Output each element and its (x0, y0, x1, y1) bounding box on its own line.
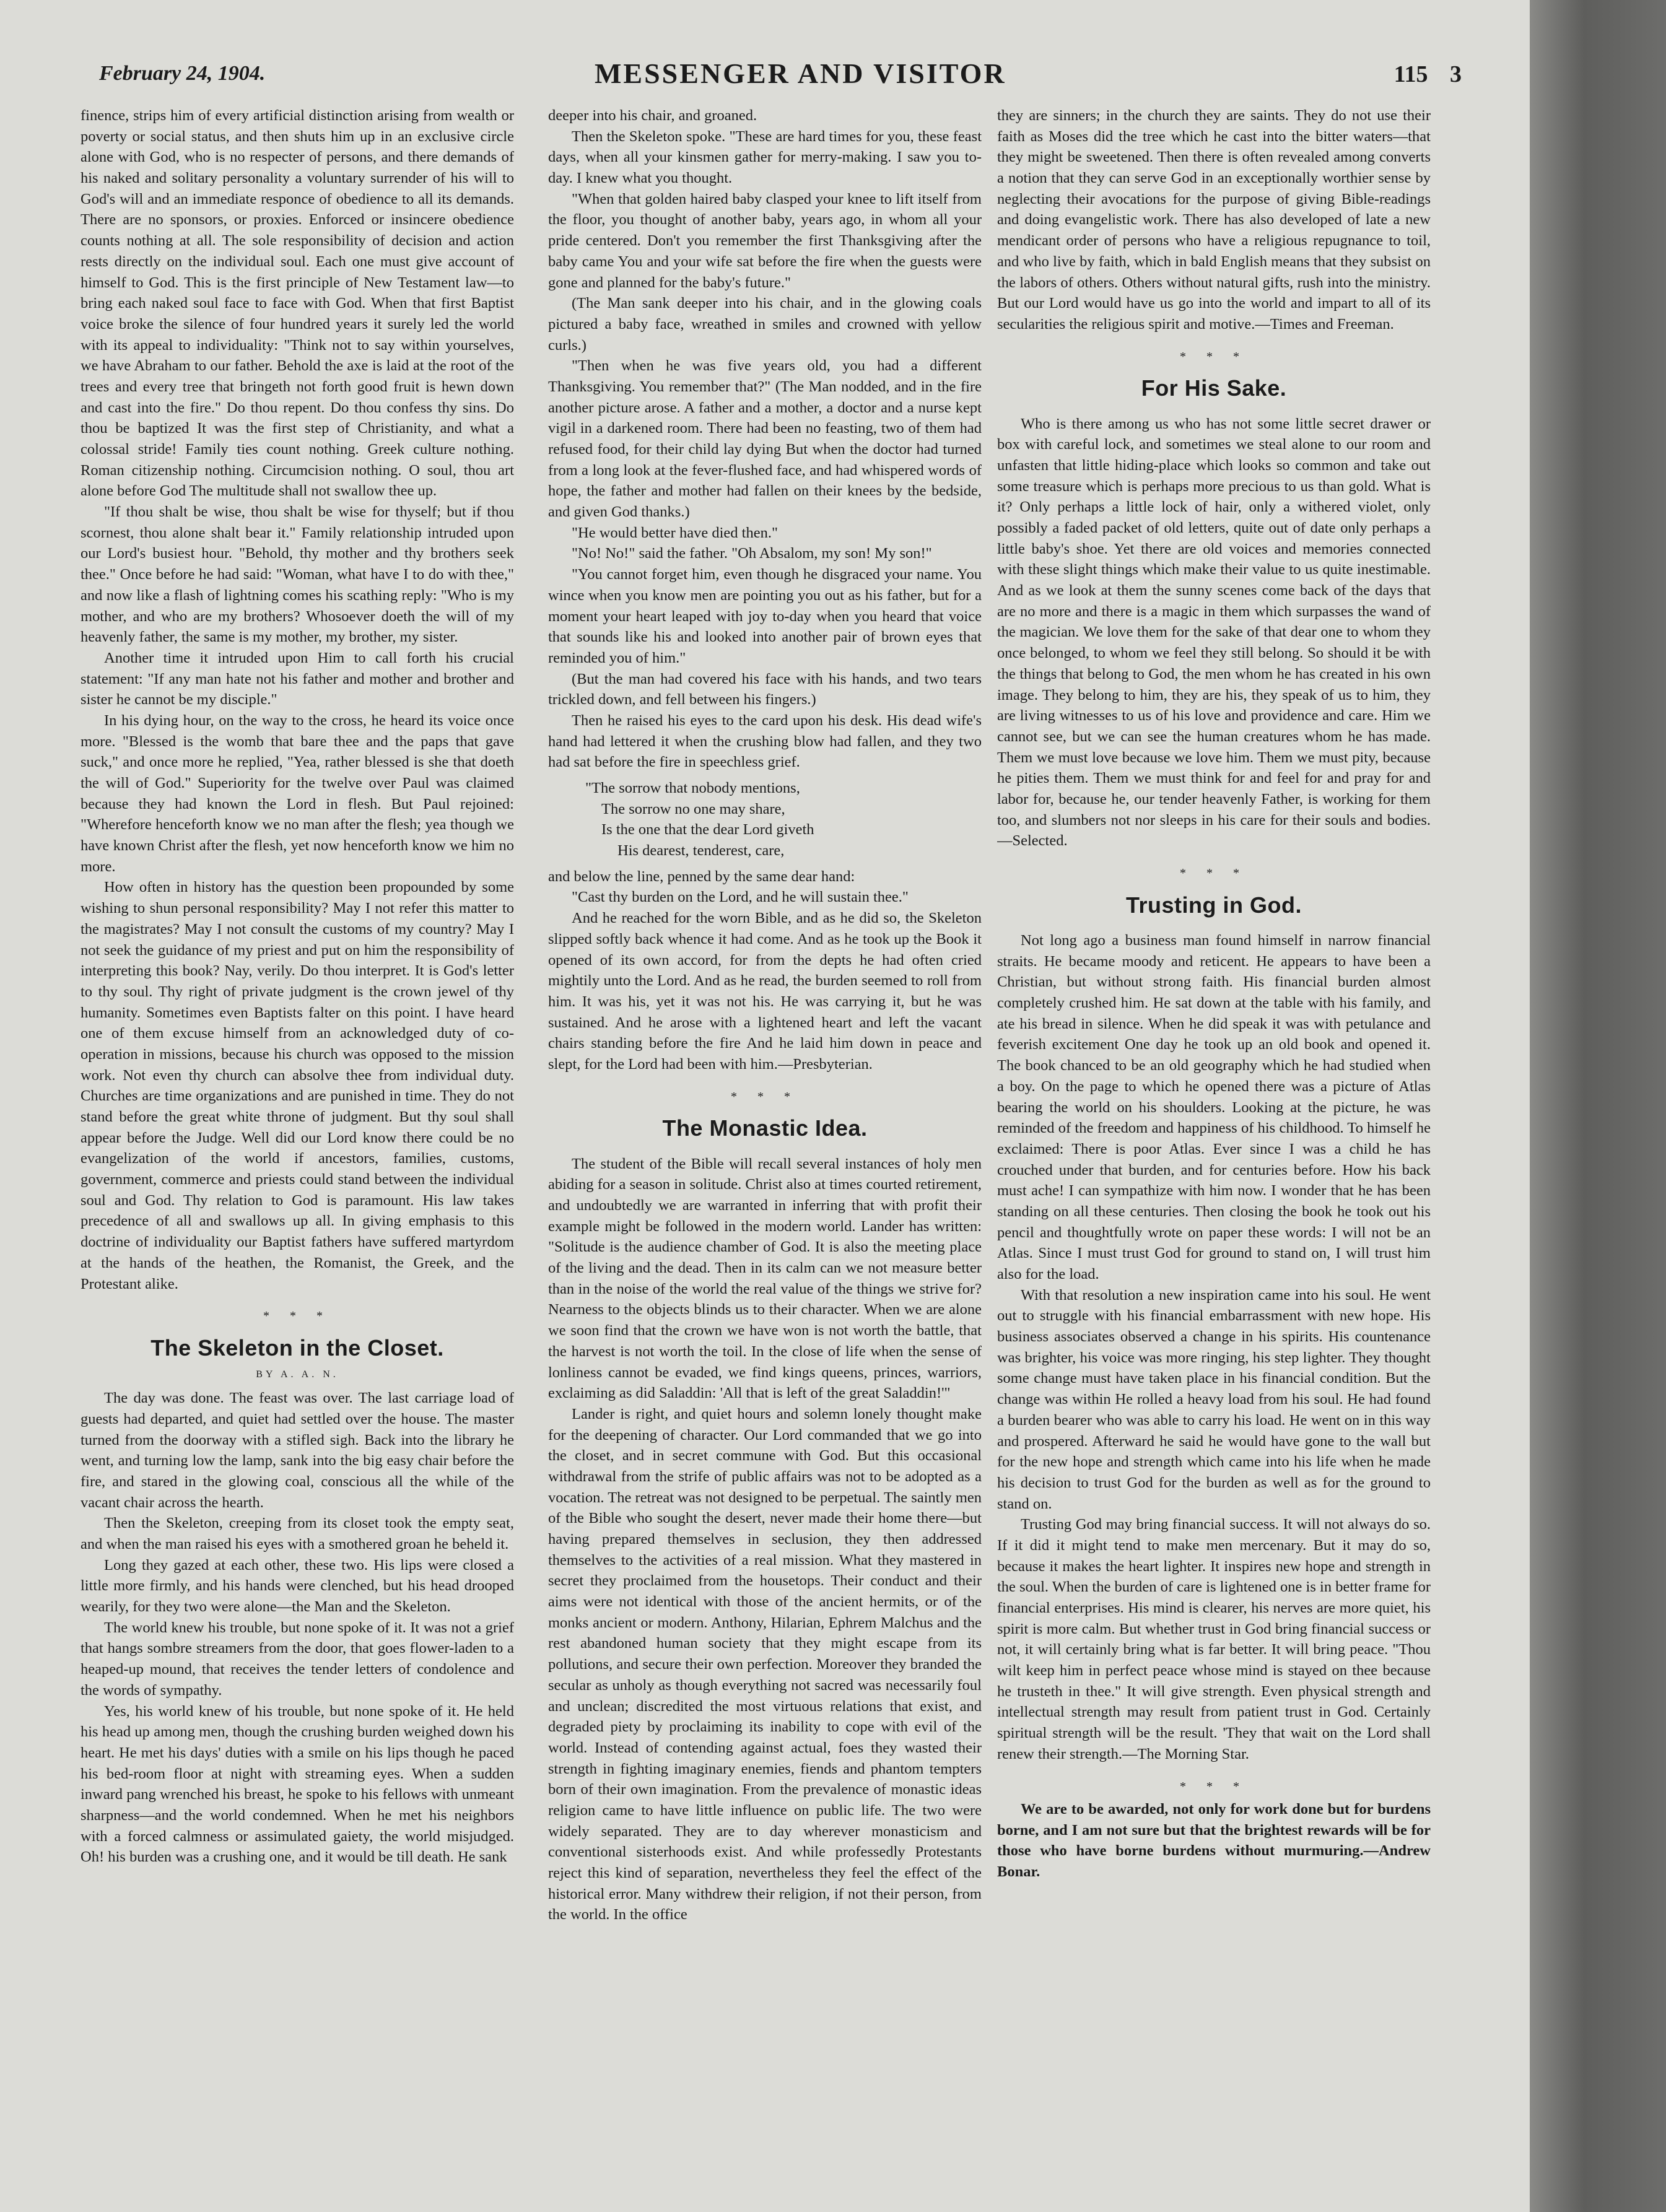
paragraph: Then the Skeleton spoke. "These are hard times for you, these feast days, when all your kinsmen gather for merry-making. I saw you to-day. I knew what you thought. (548, 128, 982, 187)
section-separator: * * * (1180, 349, 1248, 364)
paragraph: and below the line, penned by the same dear hand: (548, 868, 855, 885)
paragraph: Who is there among us who has not some little secret drawer or box with careful lock, and sometimes we steal alone to our room and unfasten that little hiding-place which looks so common and take out some treasure which is perhaps more precious to us than gold. What is it? Only perhaps a little lock of hair, only a withered violet, only possibly a faded packet of old letters, quite out of date only perhaps a little baby's shoe. Yet there are old voices and memories connected with these slight things which make their value to us quite inestimable. And as we look at them the sunny scenes come back of the days that are no more and there is a magic in them which surpasses the wand of the magician. We love them for the sake of that dear one to whom they once belonged, to whom we feel they still belong. So should it be with the things that belong to God, the men whom he has created in his own image. They belong to him, they are his, they speak of us to him, they are living witnesses to us of his love and providence and care. Him we cannot see, but we can see the human creatures whom he has made. Them we must love because we love him. Them we must pity, because he pities them. Them we must think for and feel for and pray for and labor for, because he, our tender heavenly Father, is working for them too, and slumbers not nor sleeps in his care for their souls and bodies.—Selected. (997, 415, 1431, 850)
article-title-trusting: Trusting in God. (1126, 892, 1302, 918)
poem-line: Is the one that the dear Lord giveth (601, 821, 814, 838)
poem-line: The sorrow no one may share, (601, 800, 785, 817)
paragraph: "Then when he was five years old, you had a different Thanksgiving. You remember that?" (The Man nodded, and in the fire another picture arose. A father and a mother, a doctor and a nurse kept vigil in a darkened room. There had been no feasting, two of them had refused food, for their child lay dying But when the doctor had turned from a long look at the fever-flushed face, and had whispered words of hope, the father and mother had fallen on their knees by the bedside, and given God thanks.) (548, 357, 982, 521)
paragraph: "If thou shalt be wise, thou shalt be wise for thyself; but if thou scornest, thou alone shalt bear it." Family relationship intruded upon our Lord's busiest hour. "Behold, thy mother and thy brothers seek thee." Once before he had said: "Woman, what have I to do with thee," and now like a flash of lightning comes his scathing reply: "Who is my mother, and who are my brothers? Whosoever doeth the will of my heavenly father, the same is my mother, my brother, my sister. (81, 503, 514, 646)
section-separator: * * * (731, 1089, 799, 1104)
paragraph: Long they gazed at each other, these two. His lips were closed a little more firmly, and his hands were clenched, but his head drooped wearily, for they two were alone—the Man and the Skeleton. (81, 1556, 514, 1616)
paragraph: (But the man had covered his face with his hands, and two tears trickled down, and fell between his fingers.) (548, 670, 982, 708)
paragraph: Then the Skeleton, creeping from its closet took the empty seat, and when the man raised his eyes with a smothered groan he beheld it. (81, 1515, 514, 1552)
page-edge-shadow (1530, 0, 1666, 2212)
section-separator: * * * (1180, 1779, 1248, 1793)
section-separator: * * * (1180, 866, 1248, 880)
article-title-monastic: The Monastic Idea. (662, 1115, 868, 1141)
paragraph: Trusting God may bring financial success. It will not always do so. If it did it might tend to make men mercenary. But it may do so, because it makes the heart lighter. It inspires new hope and strength in the soul. When the burden of care is lightened one is in better frame for financial enterprises. His mind is clearer, his nerves are more quiet, his spirit is more calm. But whether trust in God bring financial success or not, it will certainly bring what is far better. It will bring peace. "Thou wilt keep him in perfect peace whose mind is stayed on thee because he trusteth in thee." It will give strength. Even physical strength and intellectual strength may result from patient trust in God. Certainly spiritual strength will be the result. 'They that wait on the Lord shall renew their strength.—The Morning Star. (997, 1516, 1431, 1762)
paragraph: "No! No!" said the father. "Oh Absalom, my son! My son!" (572, 545, 932, 562)
masthead-title: MESSENGER AND VISITOR (595, 58, 1006, 89)
paragraph: "When that golden haired baby clasped your knee to lift itself from the floor, you thought of another baby, years ago, in whom all your pride centered. Don't you remember the first Thanksgiving after the baby came You and your wife sat before the fire when the guests were gone and planned for the baby's future." (548, 190, 982, 291)
paragraph: they are sinners; in the church they are saints. They do not use their faith as Moses did the tree which he cast into the bitter waters—that they might be sweetened. Then there is often revealed among converts a notion that they can serve God in an exceptionally worthier sense by neglecting their avocations for the purpose of giving Bible-readings and doing evangelistic work. There has also developed of late a new mendicant order of persons who have a religious repugnance to toil, and who live by faith, which in bald English means that they subsist on the labors of others. Others without natural gifts, rush into the ministry. But our Lord would have us go into the world and impart to all of its secularities the religious spirit and motive.—Times and Freeman. (997, 107, 1431, 333)
section-separator: * * * (263, 1309, 331, 1323)
article-title-skeleton: The Skeleton in the Closet. (150, 1335, 444, 1361)
paragraph: In his dying hour, on the way to the cross, he heard its voice once more. "Blessed is the womb that bare thee and the paps that gave suck," and once more he replied, "Yea, rather blessed is she that doeth the will of God." Superiority for the twelve over Paul was claimed because they had known the Lord in flesh. But Paul rejoined: "Wherefore henceforth know we no man after the flesh; yea though we have known Christ after the flesh, yet now henceforth know we him no more. (81, 712, 514, 875)
paragraph: Yes, his world knew of his trouble, but none spoke of it. He held his head up among men, though the crushing burden weighed down his heart. He met his days' duties with a smile on his lips though he paced his bed-room floor at night with streaming eyes. When a sudden inward pang wrenched his breast, he spoke to his fellows with unmeant sharpness—and the world condemned. When he met his neighbors with a forced calmness or assimulated gaiety, the world misjudged. Oh! his burden was a crushing one, and it would be till death. He sank (81, 1702, 514, 1866)
paragraph: Not long ago a business man found himself in narrow financial straits. He became moody and reticent. He appears to have been a Christian, but without strong faith. His financial burden almost completely crushed him. He sat down at the table with his family, and ate his bread in silence. When he did speak it was with petulance and feverish excitement One day he took up an old book and opened it. The book chanced to be an old geography which he had studied when a boy. On the page to which he opened there was a picture of Atlas bearing the world on his shoulders. Looking at the picture, he was reminded of the freedom and happiness of his childhood. To himself he exclaimed: There is poor Atlas. Ever since I was a child he has crouched under that burden, and for centuries before. How his back must ache! I can sympathize with him now. I wonder that he has been standing on all these centuries. Then closing the book he took out his pencil and thoughtfully wrote on paper these words: I will not be an Atlas. Since I must trust God for ground to stand on, I will trust him also for the load. (997, 932, 1431, 1282)
paragraph: Lander is right, and quiet hours and solemn lonely thought make for the deepening of character. Our Lord commanded that we go into the closet, and in secret commune with God. But this occasional withdrawal from the strife of public affairs was not to be adopted as a vocation. The retreat was not designed to be perpetual. The saintly men of the Bible who sought the desert, never made their home there—but having prepared themselves in seclusion, they then addressed themselves to the activities of a real mission. What they mastered in secret they proclaimed from the housetops. Their conduct and their aims were not identical with those of the ancient hermits, or of the monks ancient or modern. Anthony, Hilarian, Ephrem Malchus and the rest abandoned human society that they might escape from its pollutions, and secure their own perfection. Moreover they branded the secular as unholy as though everything not sacred was necessarily foul and unclean; discredited the most virtuous relations that exist, and degraded piety by proclaiming its inability to cope with evil of the world. Instead of contending against actual, foes they wasted their strength in fighting imaginary enemies, fiends and phantom tempters born of their own imagination. From the prevalence of monastic ideas religion came to have little influence on public life. The two were widely separated. They are to day wherever monasticism and conventional sisterhoods exist. And while professedly Protestants reject this kind of separation, nevertheless they feel the effect of the historical error. Many withdrew their religion, if not their person, from the world. In the office (548, 1405, 982, 1923)
column-1 (81, 105, 514, 2180)
article-title-for-his-sake: For His Sake. (1141, 375, 1287, 401)
paragraph: deeper into his chair, and groaned. (548, 107, 757, 124)
paragraph: "Cast thy burden on the Lord, and he will sustain thee." (572, 889, 909, 906)
paragraph: And he reached for the worn Bible, and as he did so, the Skeleton slipped softly back whence it had come. And as he took up the Book it opened of its own accord, for from the depts he had often cried mightily unto the Lord. And as he read, the burden seemed to roll from him. It was his, yet it was not his. He was carrying it, but he was sustained. And he arose with a lightened heart and left the vacant chairs standing before the fire And he laid him down in peace and slept, for the Lord had been with him.—Presbyterian. (548, 910, 982, 1073)
column-2 (548, 105, 982, 2180)
article-byline: BY A. A. N. (256, 1369, 339, 1380)
page-header (87, 52, 1462, 95)
paragraph: How often in history has the question been propounded by some wishing to shun personal responsibility? May I not refer this matter to the magistrates? May I not consult the customs of my country? May I not seek the guidance of my priest and put on him the responsibility of interpreting this book? Nay, verily. Do thou interpret. It is God's letter to thy soul. Thy right of private judgment is the crown jewel of thy humanity. Sometimes even Baptists falter on this point. I have heard one of them excuse himself from an acknowledged duty of co-operation in missions, because his church was opposed to the mission work. Not even thy church can absolve thee from individual duty. Churches are time organizations and are punished in time. They do not stand before the great white throne of judgment. But thy soul shall appear before the Judge. Well did our Lord know there could be no evangelization of the world if ancestors, families, customs, government, commerce and priests could stand between the individual soul and God. Thy relation to God is paramount. His law takes precedence of all and swallows up all. In giving emphasis to this doctrine of individuality our Baptist fathers have suffered martyrdom at the hands of the heathen, the Romanist, the Greek, and the Protestant alike. (81, 879, 514, 1292)
paragraph: "You cannot forget him, even though he disgraced your name. You wince when you know men are pointing you out as his father, but for a moment your heart leaped with joy to-day when you heard that voice that sounds like his and looked into another pair of brown eyes that reminded you of him." (548, 566, 982, 666)
poem-line: "The sorrow that nobody mentions, (585, 780, 800, 796)
paragraph: Then he raised his eyes to the card upon his desk. His dead wife's hand had lettered it when the crushing blow had fallen, and they two had sat before the fire in speechless grief. (548, 712, 982, 771)
issue-date: February 24, 1904. (99, 62, 266, 85)
paragraph: With that resolution a new inspiration came into his soul. He went out to struggle with his financial embarrassment with new hope. His business associates observed a change in his spirits. His countenance was brighter, his voice was more ringing, his step lighter. They thought some change must have taken place in his financial condition. But the change was within He rolled a heavy load from his soul. He had found a burden bearer who was able to carry his load. He went on in this way and prospered. Afterward he said he would have gone to the wall but for the new hope and strength which came into his life when he made his decision to trust God for the burden as well as for the ground to stand on. (997, 1286, 1431, 1512)
page-number: 115 3 (1393, 61, 1462, 87)
closing-quote: We are to be awarded, not only for work done but for burdens borne, and I am not sure but that the brightest rewards will be for those who have borne burdens without murmuring.—Andrew Bonar. (997, 1801, 1431, 1881)
paragraph: "He would better have died then." (572, 524, 778, 541)
paragraph: Another time it intruded upon Him to call forth his crucial statement: "If any man hate not his father and mother and brother and sister he cannot be my disciple." (81, 649, 514, 708)
paragraph: (The Man sank deeper into his chair, and in the glowing coals pictured a baby face, wreathed in smiles and crowned with yellow curls.) (548, 295, 982, 354)
paragraph: finence, strips him of every artificial distinction arising from wealth or poverty or social status, and then shuts him up in an exclusive circle alone with God, who is no respecter of persons, and there demands of his naked and solitary personality a voluntary surrender of his will to God's will and an immediate responce of obedience to all its demands. There are no sponsors, or proxies. Enforced or insincere obedience counts nothing at all. The sole responsibility of decision and action rests directly on the individual soul. Each one must give account of himself to God. This is the first principle of New Testament law—to bring each naked soul face to face with God. When that first Baptist voice broke the silence of four hundred years it surely led the world with its appeal to individuality: "Think not to say within yourselves, we have Abraham to our father. Behold the axe is laid at the root of the trees and every tree that bringeth not forth good fruit is hewn down and cast into the fire." Do thou repent. Do thou confess thy sins. Do thou be baptized It was the first step of Christianity, and what a colossal stride! Family ties count nothing. Greek culture nothing. Roman citizenship nothing. Circumcision nothing. O soul, thou art alone before God The multitude shall not swallow thee up. (81, 107, 514, 500)
paragraph: The day was done. The feast was over. The last carriage load of guests had departed, and quiet had settled over the house. The master turned from the doorway with a stifled sigh. Back into the library he went, and turning low the lamp, sank into the big easy chair before the fire, and stared in the glowing coal, conscious all the while of the vacant chair across the hearth. (81, 1390, 514, 1511)
poem-quote (585, 778, 982, 861)
column-3 (997, 105, 1431, 2180)
paragraph: The world knew his trouble, but none spoke of it. It was not a grief that hangs sombre streamers from the door, that goes flower-laden to a heaped-up mound, that receives the tender letters of condolence and the words of sympathy. (81, 1619, 514, 1699)
poem-line: His dearest, tenderest, care, (617, 842, 785, 860)
paragraph: The student of the Bible will recall several instances of holy men abiding for a season in solitude. Christ also at times courted retirement, and undoubtedly we are warranted in inferring that with profit their example might be followed in the modern world. Lander has written: "Solitude is the audience chamber of God. It is also the meeting place of the living and the dead. Then in its calm can we not measure better than in the noise of the world the real value of the things we strive for? Nearness to the objects blinds us to their character. When we are alone we soon find that the crown we have won is not worth the battle, that the harvest is not worth the toil. In the close of life when the sense of lonliness cannot be evaded, we find kings queens, princes, warriors, exclaiming as did Saladdin: 'All that is left of the great Saladdin!'" (548, 1155, 982, 1402)
